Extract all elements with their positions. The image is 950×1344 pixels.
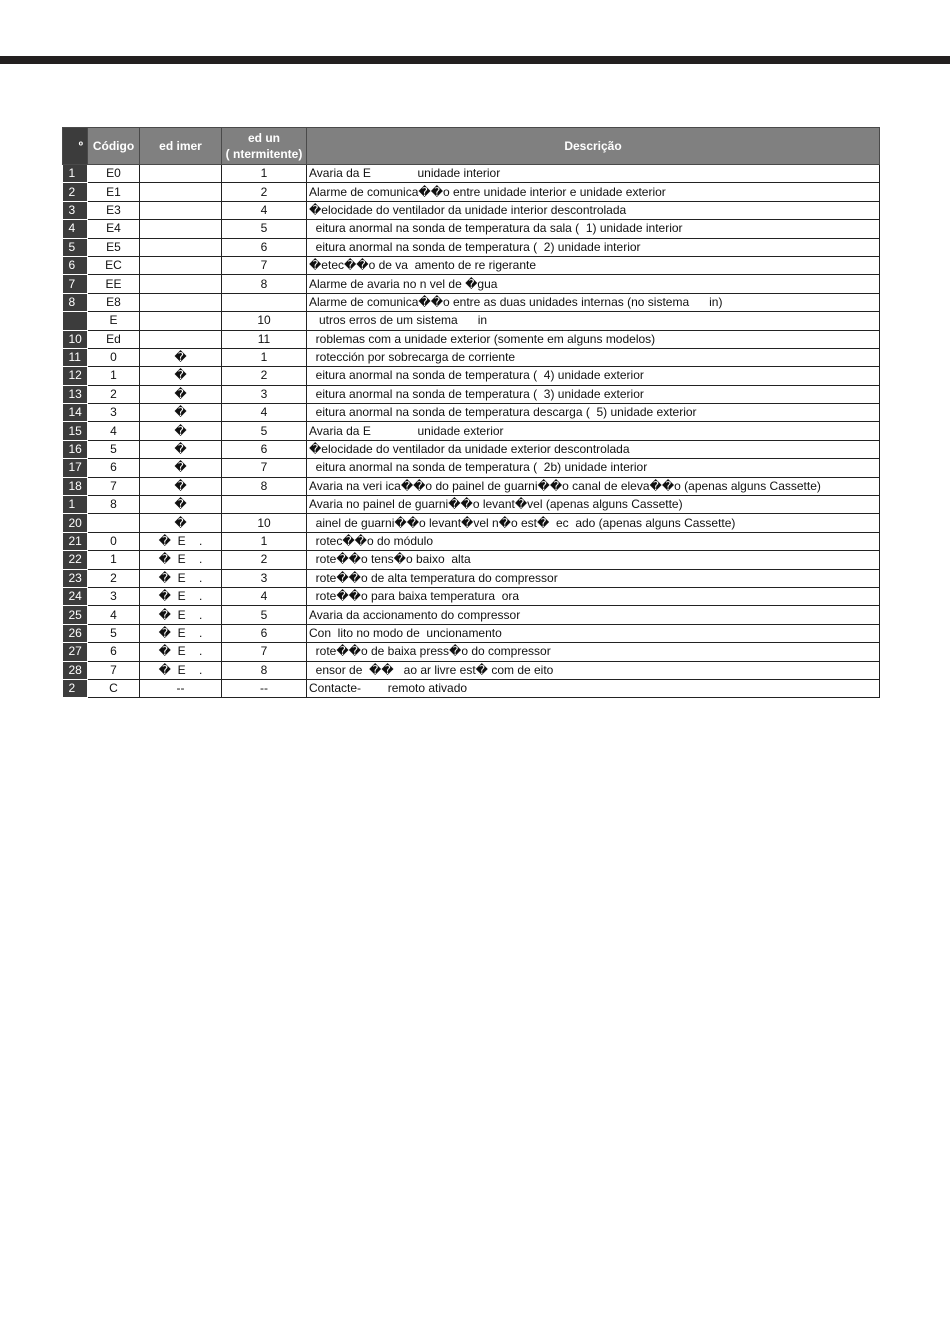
led-timer-indicator: � E . (140, 643, 222, 661)
led-timer-indicator: � E . (140, 551, 222, 569)
table-row (63, 477, 880, 495)
led-timer-indicator (140, 275, 222, 293)
led-timer-indicator: � E . (140, 569, 222, 587)
error-code: 1 (88, 551, 140, 569)
led-timer-indicator (140, 256, 222, 274)
row-number: 23 (63, 569, 88, 587)
error-description: ensor de �� ao ar livre est� com de eito (307, 661, 880, 679)
led-timer-indicator: � (140, 422, 222, 440)
row-number: 25 (63, 606, 88, 624)
table-row (63, 367, 880, 385)
error-description: eitura anormal na sonda de temperatura ( 4) unidade exterior (307, 367, 880, 385)
led-run-flash-count: 11 (222, 330, 307, 348)
led-timer-indicator: � E . (140, 587, 222, 605)
table-row (63, 293, 880, 311)
led-run-flash-count: 8 (222, 275, 307, 293)
led-timer-indicator: � E . (140, 624, 222, 642)
error-description: eitura anormal na sonda de temperatura ( 3) unidade exterior (307, 385, 880, 403)
led-run-flash-count: 10 (222, 312, 307, 330)
error-code: 3 (88, 404, 140, 422)
row-number: 21 (63, 532, 88, 550)
error-code (88, 514, 140, 532)
table-row (63, 404, 880, 422)
row-number: 24 (63, 587, 88, 605)
led-run-flash-count: 2 (222, 183, 307, 201)
error-code: E8 (88, 293, 140, 311)
table-row (63, 238, 880, 256)
header-led-run-line2: ( ntermitente) (225, 147, 303, 161)
top-rule (0, 56, 950, 64)
table-row (63, 514, 880, 532)
led-run-flash-count (222, 293, 307, 311)
row-number: 3 (63, 201, 88, 219)
error-description: rote��o para baixa temperatura ora (307, 587, 880, 605)
row-number: 27 (63, 643, 88, 661)
error-code: 6 (88, 459, 140, 477)
error-description: rote��o tens�o baixo alta (307, 551, 880, 569)
led-timer-indicator: � (140, 514, 222, 532)
error-description: Alarme de comunica��o entre as duas unidades internas (no sistema in) (307, 293, 880, 311)
table-row (63, 330, 880, 348)
row-number: 11 (63, 348, 88, 366)
error-code: E (88, 312, 140, 330)
row-number: 18 (63, 477, 88, 495)
row-number: 7 (63, 275, 88, 293)
led-timer-indicator: � E . (140, 532, 222, 550)
header-led-run (222, 128, 307, 165)
error-code: E4 (88, 220, 140, 238)
table-row (63, 587, 880, 605)
led-timer-indicator: � (140, 440, 222, 458)
error-code: EC (88, 256, 140, 274)
led-timer-indicator: � (140, 477, 222, 495)
row-number: 2 (63, 679, 88, 697)
error-code: 0 (88, 348, 140, 366)
error-code: 4 (88, 606, 140, 624)
row-number: 15 (63, 422, 88, 440)
error-code-table (62, 127, 880, 698)
error-code: 2 (88, 569, 140, 587)
row-number: 2 (63, 183, 88, 201)
row-number: 17 (63, 459, 88, 477)
led-run-flash-count: 5 (222, 220, 307, 238)
error-description: eitura anormal na sonda de temperatura ( 2b) unidade interior (307, 459, 880, 477)
led-run-flash-count: 6 (222, 440, 307, 458)
led-run-flash-count (222, 496, 307, 514)
error-description: Alarme de avaria no n vel de �gua (307, 275, 880, 293)
led-run-flash-count: 7 (222, 256, 307, 274)
led-run-flash-count: 8 (222, 477, 307, 495)
table-row (63, 440, 880, 458)
led-timer-indicator: � (140, 459, 222, 477)
table-row (63, 459, 880, 477)
table-row (63, 312, 880, 330)
led-timer-indicator: � (140, 367, 222, 385)
error-code: C (88, 679, 140, 697)
error-description: utros erros de um sistema in (307, 312, 880, 330)
led-run-flash-count: 3 (222, 569, 307, 587)
row-number (63, 312, 88, 330)
table-body (63, 165, 880, 698)
error-description: Contacte- remoto ativado (307, 679, 880, 697)
led-timer-indicator: -- (140, 679, 222, 697)
row-number: 22 (63, 551, 88, 569)
led-run-flash-count: 2 (222, 367, 307, 385)
error-code: 7 (88, 661, 140, 679)
led-run-flash-count: 1 (222, 165, 307, 183)
table-row (63, 275, 880, 293)
table-row (63, 496, 880, 514)
row-number: 26 (63, 624, 88, 642)
table-header-row (63, 128, 880, 165)
led-run-flash-count: 10 (222, 514, 307, 532)
error-code: E3 (88, 201, 140, 219)
led-timer-indicator: � E . (140, 661, 222, 679)
row-number: 16 (63, 440, 88, 458)
led-timer-indicator (140, 220, 222, 238)
table-row (63, 679, 880, 697)
led-run-flash-count: 2 (222, 551, 307, 569)
led-timer-indicator: � (140, 404, 222, 422)
error-description: �elocidade do ventilador da unidade interior descontrolada (307, 201, 880, 219)
table-row (63, 183, 880, 201)
led-timer-indicator: � (140, 385, 222, 403)
row-number: 20 (63, 514, 88, 532)
error-description: rote��o de alta temperatura do compressor (307, 569, 880, 587)
error-code: 3 (88, 587, 140, 605)
led-timer-indicator (140, 201, 222, 219)
table-row (63, 606, 880, 624)
led-run-flash-count: 4 (222, 201, 307, 219)
led-timer-indicator: � E . (140, 606, 222, 624)
led-run-flash-count: 6 (222, 624, 307, 642)
header-led-timer: ed imer (140, 128, 222, 165)
table-row (63, 551, 880, 569)
led-run-flash-count: 8 (222, 661, 307, 679)
table-row (63, 569, 880, 587)
error-description: Avaria da E unidade interior (307, 165, 880, 183)
led-run-flash-count: -- (222, 679, 307, 697)
table-row (63, 220, 880, 238)
error-description: rotección por sobrecarga de corriente (307, 348, 880, 366)
table-row (63, 201, 880, 219)
led-run-flash-count: 5 (222, 606, 307, 624)
table-row (63, 643, 880, 661)
error-code: EE (88, 275, 140, 293)
table-row (63, 624, 880, 642)
error-code: E1 (88, 183, 140, 201)
error-description: rotec��o do módulo (307, 532, 880, 550)
error-code: Ed (88, 330, 140, 348)
error-code: 8 (88, 496, 140, 514)
led-run-flash-count: 1 (222, 348, 307, 366)
header-number: º (63, 128, 88, 165)
error-code: 6 (88, 643, 140, 661)
row-number: 6 (63, 256, 88, 274)
header-description: Descrição (307, 128, 880, 165)
led-run-flash-count: 3 (222, 385, 307, 403)
row-number: 10 (63, 330, 88, 348)
table-row (63, 385, 880, 403)
led-run-flash-count: 4 (222, 404, 307, 422)
header-led-run-line1: ed un (248, 131, 280, 145)
error-code: 0 (88, 532, 140, 550)
led-timer-indicator (140, 312, 222, 330)
error-description: Con lito no modo de uncionamento (307, 624, 880, 642)
error-code: E0 (88, 165, 140, 183)
led-run-flash-count: 5 (222, 422, 307, 440)
led-timer-indicator: � (140, 496, 222, 514)
led-run-flash-count: 4 (222, 587, 307, 605)
error-code: 2 (88, 385, 140, 403)
row-number: 5 (63, 238, 88, 256)
error-description: eitura anormal na sonda de temperatura da sala ( 1) unidade interior (307, 220, 880, 238)
error-description: Avaria da E unidade exterior (307, 422, 880, 440)
led-timer-indicator (140, 183, 222, 201)
error-code: 4 (88, 422, 140, 440)
table-row (63, 348, 880, 366)
error-description: Avaria no painel de guarni��o levant�vel (apenas alguns Cassette) (307, 496, 880, 514)
row-number: 4 (63, 220, 88, 238)
led-timer-indicator (140, 238, 222, 256)
led-timer-indicator (140, 330, 222, 348)
table-row (63, 422, 880, 440)
error-code: E5 (88, 238, 140, 256)
error-description: eitura anormal na sonda de temperatura ( 2) unidade interior (307, 238, 880, 256)
error-description: �etec��o de va amento de re rigerante (307, 256, 880, 274)
error-description: Avaria da accionamento do compressor (307, 606, 880, 624)
error-description: eitura anormal na sonda de temperatura descarga ( 5) unidade exterior (307, 404, 880, 422)
error-code: 7 (88, 477, 140, 495)
table-row (63, 165, 880, 183)
table-row (63, 661, 880, 679)
error-description: roblemas com a unidade exterior (somente em alguns modelos) (307, 330, 880, 348)
error-code: 5 (88, 624, 140, 642)
error-code: 5 (88, 440, 140, 458)
led-run-flash-count: 6 (222, 238, 307, 256)
table-row (63, 532, 880, 550)
led-timer-indicator: � (140, 348, 222, 366)
error-code: 1 (88, 367, 140, 385)
row-number: 28 (63, 661, 88, 679)
row-number: 14 (63, 404, 88, 422)
row-number: 1 (63, 496, 88, 514)
row-number: 8 (63, 293, 88, 311)
row-number: 12 (63, 367, 88, 385)
row-number: 1 (63, 165, 88, 183)
error-description: rote��o de baixa press�o do compressor (307, 643, 880, 661)
led-timer-indicator (140, 165, 222, 183)
led-timer-indicator (140, 293, 222, 311)
led-run-flash-count: 7 (222, 459, 307, 477)
led-run-flash-count: 1 (222, 532, 307, 550)
error-description: Alarme de comunica��o entre unidade interior e unidade exterior (307, 183, 880, 201)
error-description: ainel de guarni��o levant�vel n�o est� ec ado (apenas alguns Cassette) (307, 514, 880, 532)
table-row (63, 256, 880, 274)
error-description: Avaria na veri ica��o do painel de guarni��o canal de eleva��o (apenas alguns Cassette) (307, 477, 880, 495)
error-description: �elocidade do ventilador da unidade exterior descontrolada (307, 440, 880, 458)
led-run-flash-count: 7 (222, 643, 307, 661)
header-code: Código (88, 128, 140, 165)
row-number: 13 (63, 385, 88, 403)
